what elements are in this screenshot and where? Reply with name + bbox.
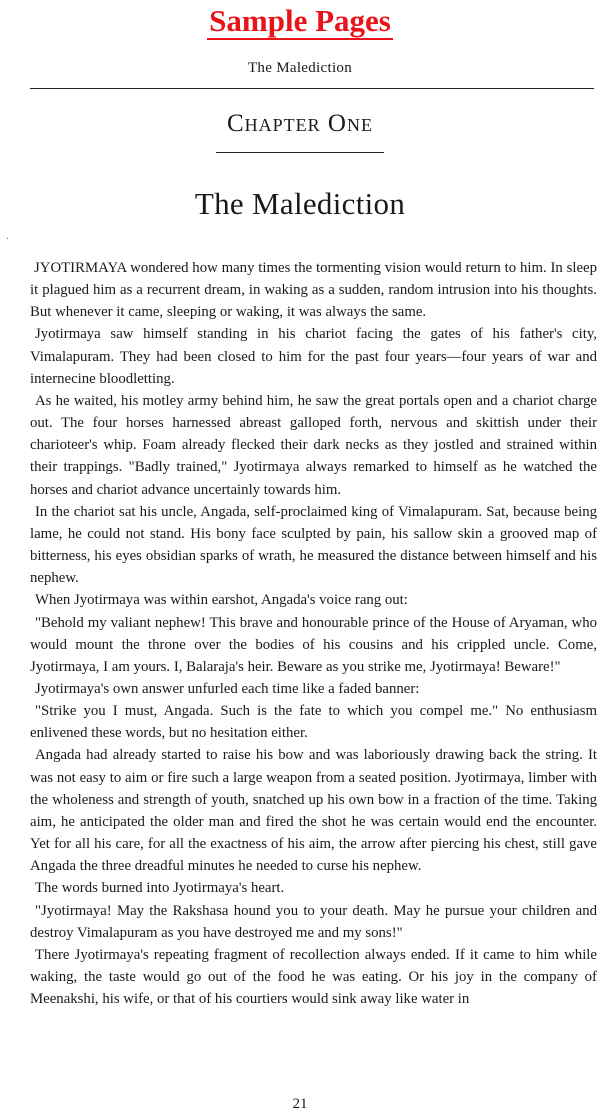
paragraph: Jyotirmaya's own answer unfurled each time like a faded banner: bbox=[35, 680, 420, 697]
sample-pages-banner bbox=[0, 4, 600, 38]
paragraph: Angada had already started to raise his bow and was laboriously drawing back the string. It was not easy to aim or fire such a large weapon from a seated position. Jyotirmaya, limber with the wholeness and strength of youth, snatched up his own bow in a fraction of the time. Taking aim, he anticipated the older man and fired the shot he was certain would end the encounter. Yet for all his care, for all the exactness of his aim, the arrow after piercing his chest, still gave Angada the three dreadful minutes he needed to curse his nephew. bbox=[30, 747, 597, 875]
chapter-rule bbox=[216, 152, 384, 153]
paragraph: In the chariot sat his uncle, Angada, self-proclaimed king of Vimalapuram. Sat, because being lame, he could not stand. His bony face sculpted by pain, his sallow skin a grooved map of bitterness, his eyes obsidian sparks of wrath, he measured the distance between himself and his nephew. bbox=[30, 503, 597, 587]
paragraph: JYOTIRMAYA wondered how many times the tormenting vision would return to him. In sleep it plagued him as a recurrent dream, in waking as a sudden, random intrusion into his thoughts. But whenever it came, sleeping or waking, it was always the same. bbox=[30, 260, 597, 321]
running-head: The Malediction bbox=[247, 60, 353, 76]
paragraph: "Jyotirmaya! May the Rakshasa hound you to your death. May he pursue your children and destroy Vimalapuram as you have destroyed me and my sons!" bbox=[30, 902, 597, 941]
speck-mark: · bbox=[6, 234, 10, 245]
chapter-title: The Malediction bbox=[194, 186, 406, 221]
chapter-label: Chapter One bbox=[227, 110, 373, 137]
paragraph: The words burned into Jyotirmaya's heart. bbox=[35, 880, 285, 897]
paragraph: Jyotirmaya saw himself standing in his chariot facing the gates of his father's city, Vimalapuram. They had been closed to him for the past four years—four years of war and internecine bloodletting. bbox=[30, 326, 597, 387]
running-head-rule bbox=[30, 88, 594, 89]
paragraph: "Behold my valiant nephew! This brave and honourable prince of the House of Aryaman, who would mount the throne over the bodies of his cousins and his crippled uncle. Come, Jyotirmaya, I am yours. I, Balaraja's heir. Beware as you strike me, Jyotirmaya! Beware!" bbox=[30, 614, 597, 675]
page-number: 21 bbox=[292, 1096, 308, 1112]
sample-pages-label: Sample Pages bbox=[209, 3, 391, 38]
chapter-body bbox=[30, 257, 597, 1010]
paragraph: When Jyotirmaya was within earshot, Angada's voice rang out: bbox=[35, 592, 408, 609]
paragraph: There Jyotirmaya's repeating fragment of recollection always ended. If it came to him while waking, the taste would go out of the food he was eating. Or his joy in the company of Meenakshi, his wife, or that of his courtiers would sink away like water in bbox=[30, 946, 597, 1008]
paragraph: "Strike you I must, Angada. Such is the fate to which you compel me." No enthusiasm enlivened these words, but no hesitation either. bbox=[30, 703, 597, 742]
paragraph: As he waited, his motley army behind him, he saw the great portals open and a chariot charge out. The four horses harnessed abreast galloped forth, nervous and skittish under their charioteer's whip. Foam already flecked their dark necks as they jostled and strained within their trappings. "Badly trained," Jyotirmaya always remarked to himself as he watched the horses and chariot advance uncertainly towards him. bbox=[30, 392, 597, 498]
